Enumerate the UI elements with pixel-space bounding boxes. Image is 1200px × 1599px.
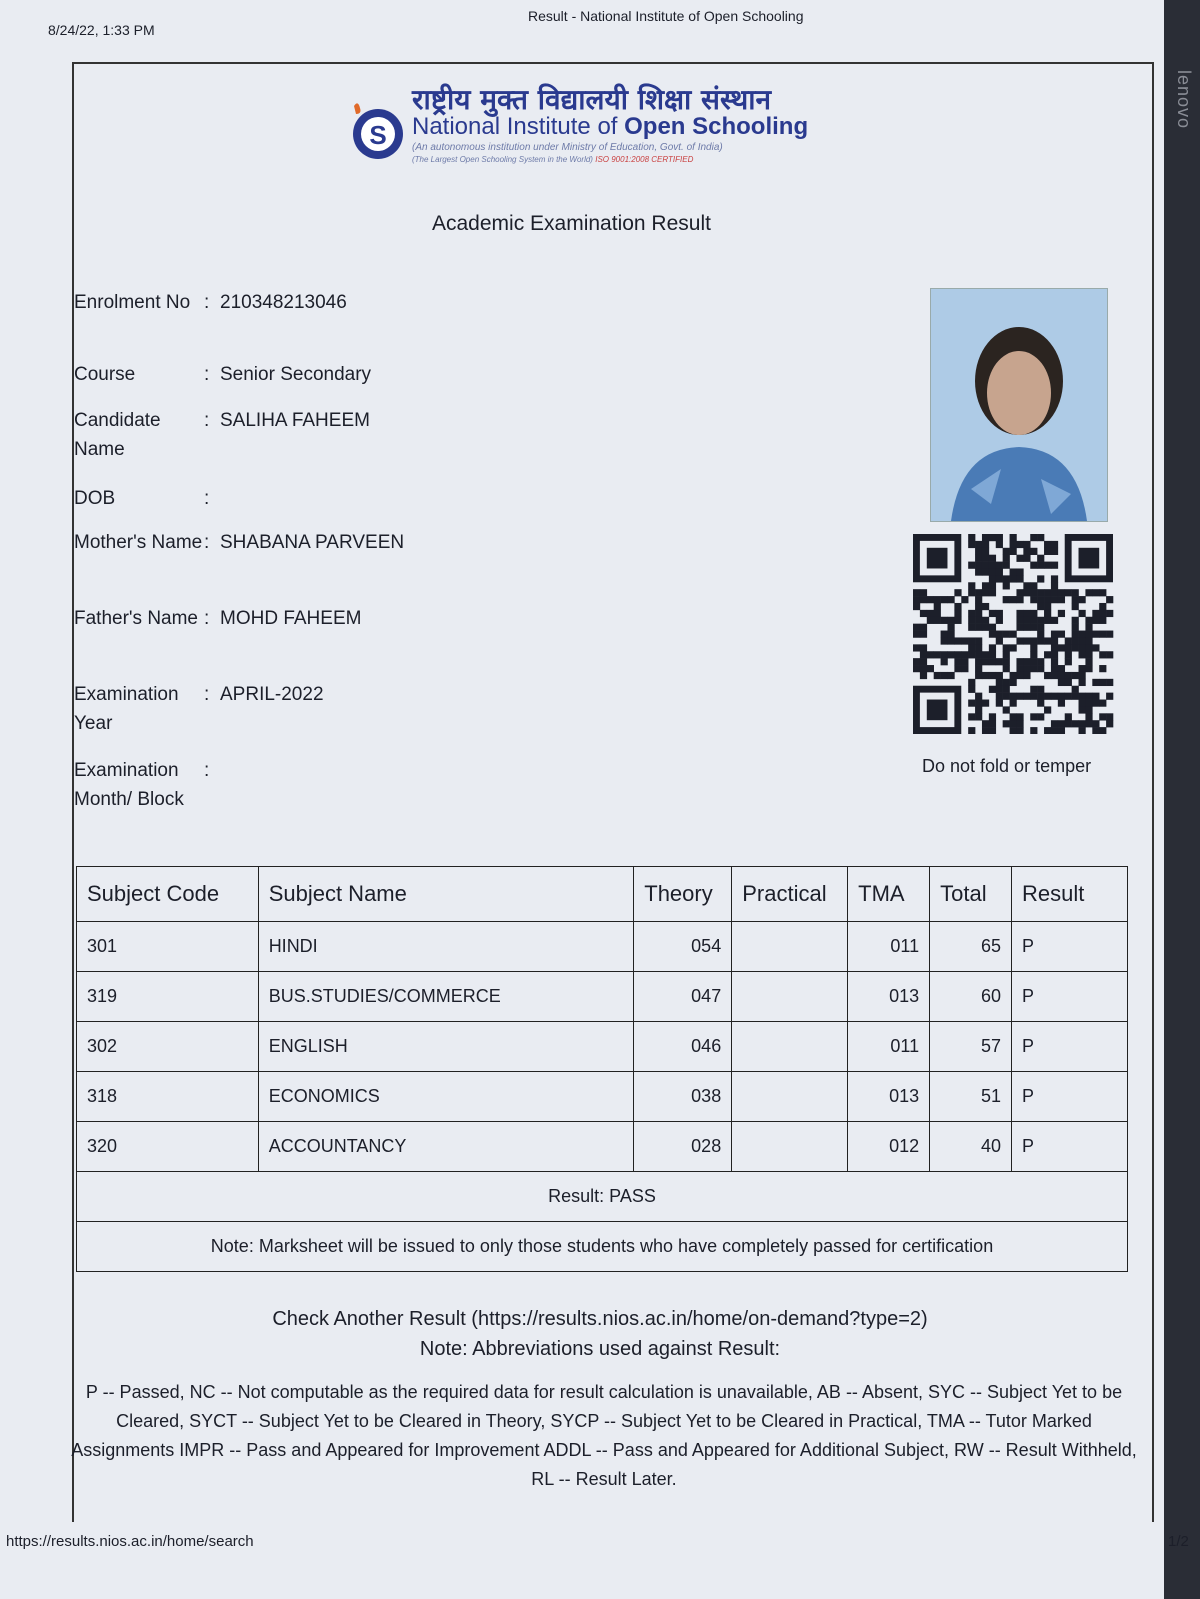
- column-header: Subject Code: [77, 867, 259, 922]
- logo-hindi-text: राष्ट्रीय मुक्त विद्यालयी शिक्षा संस्थान: [412, 83, 772, 116]
- field-value: APRIL-2022: [220, 684, 324, 705]
- tma-marks: 011: [848, 1022, 930, 1072]
- practical-marks: [732, 922, 848, 972]
- field-value: SALIHA FAHEEM: [220, 410, 370, 431]
- total-marks: 51: [930, 1072, 1012, 1122]
- table-row: [77, 1022, 1128, 1072]
- field-label: DOB: [74, 488, 116, 509]
- column-header: Practical: [732, 867, 848, 922]
- candidate-photo: [930, 288, 1108, 522]
- logo-tagline: (The Largest Open Schooling System in the World) ISO 9001:2008 CERTIFIED: [412, 155, 694, 164]
- subject-result: P: [1012, 1022, 1128, 1072]
- nios-logo-icon: [348, 100, 408, 162]
- subject-code: 319: [77, 972, 259, 1022]
- results-table: [76, 866, 1128, 1272]
- total-marks: 57: [930, 1022, 1012, 1072]
- subject-result: P: [1012, 1072, 1128, 1122]
- do-not-fold-note: Do not fold or temper: [922, 756, 1092, 776]
- tma-marks: 011: [848, 922, 930, 972]
- logo-english-text: National Institute of Open Schooling: [412, 113, 809, 140]
- subject-name: BUS.STUDIES/COMMERCE: [258, 972, 634, 1022]
- subject-result: P: [1012, 1122, 1128, 1172]
- table-row: [77, 972, 1128, 1022]
- theory-marks: 047: [634, 972, 732, 1022]
- subject-result: P: [1012, 922, 1128, 972]
- theory-marks: 046: [634, 1022, 732, 1072]
- field-value: MOHD FAHEEM: [220, 608, 362, 629]
- print-url: https://results.nios.ac.in/home/search: [6, 1533, 254, 1550]
- subject-name: ENGLISH: [258, 1022, 634, 1072]
- column-header: Total: [930, 867, 1012, 922]
- print-page-number: 1/2: [1168, 1533, 1189, 1550]
- tma-marks: 013: [848, 1072, 930, 1122]
- field-label: Course: [74, 364, 136, 385]
- practical-marks: [732, 972, 848, 1022]
- subject-code: 320: [77, 1122, 259, 1172]
- abbreviations-title: Note: Abbreviations used against Result:: [419, 1338, 781, 1360]
- field-label: Examination Month/ Block: [74, 760, 184, 810]
- subject-name: ECONOMICS: [258, 1072, 634, 1122]
- total-marks: 65: [930, 922, 1012, 972]
- document-frame: [72, 62, 1154, 1522]
- subject-result: P: [1012, 972, 1128, 1022]
- field-value: Senior Secondary: [220, 364, 372, 385]
- field-label: Enrolment No: [74, 292, 191, 313]
- column-header: Subject Name: [258, 867, 634, 922]
- table-row: [77, 1072, 1128, 1122]
- theory-marks: 038: [634, 1072, 732, 1122]
- practical-marks: [732, 1122, 848, 1172]
- device-brand: lenovo: [1174, 70, 1194, 130]
- subject-code: 318: [77, 1072, 259, 1122]
- tma-marks: 013: [848, 972, 930, 1022]
- field-label: Examination Year: [74, 684, 179, 734]
- column-header: Theory: [634, 867, 732, 922]
- practical-marks: [732, 1022, 848, 1072]
- theory-marks: 054: [634, 922, 732, 972]
- check-another-result: Check Another Result (https://results.nios.ac.in/home/on-demand?type=2): [272, 1308, 928, 1330]
- table-header-row: [77, 867, 1128, 922]
- page-title: Academic Examination Result: [432, 212, 711, 235]
- subject-name: HINDI: [258, 922, 634, 972]
- svg-text:S: S: [369, 120, 387, 150]
- certification-note-row: [77, 1222, 1128, 1272]
- logo-subtitle: (An autonomous institution under Ministry of Education, Govt. of India): [412, 142, 723, 153]
- subject-code: 301: [77, 922, 259, 972]
- field-value: 210348213046: [220, 292, 347, 313]
- subject-name: ACCOUNTANCY: [258, 1122, 634, 1172]
- print-page-title: Result - National Institute of Open Schooling: [528, 8, 804, 24]
- overall-result: Result: PASS: [77, 1172, 1128, 1222]
- certification-note: Note: Marksheet will be issued to only those students who have completely passed for certification: [77, 1222, 1128, 1272]
- total-marks: 40: [930, 1122, 1012, 1172]
- field-value: SHABANA PARVEEN: [220, 532, 405, 553]
- print-datetime: 8/24/22, 1:33 PM: [48, 22, 155, 38]
- abbreviations-text: P -- Passed, NC -- Not computable as the required data for result calculation is unavailable, AB -- Absent, SYC -- Subject Yet to be Cleared, SYCT -- Subject Yet to be Cleared in Theory, SYCP -- Subject Yet to be Cleared in Practical, TMA -- Tutor Marked Assignments IMPR -- Pass and Appeared for Improvement ADDL -- Pass and Appeared for Additional Subject, RW -- Result Withheld, RL -- Result Later.: [71, 1382, 1137, 1489]
- field-label: Mother's Name: [74, 532, 203, 553]
- theory-marks: 028: [634, 1122, 732, 1172]
- tma-marks: 012: [848, 1122, 930, 1172]
- column-header: Result: [1012, 867, 1128, 922]
- field-label: Father's Name: [74, 608, 199, 629]
- subject-code: 302: [77, 1022, 259, 1072]
- field-label: Candidate Name: [74, 410, 161, 460]
- overall-result-row: [77, 1172, 1128, 1222]
- table-row: [77, 922, 1128, 972]
- qr-code-icon: [910, 534, 1116, 734]
- practical-marks: [732, 1072, 848, 1122]
- table-row: [77, 1122, 1128, 1172]
- total-marks: 60: [930, 972, 1012, 1022]
- column-header: TMA: [848, 867, 930, 922]
